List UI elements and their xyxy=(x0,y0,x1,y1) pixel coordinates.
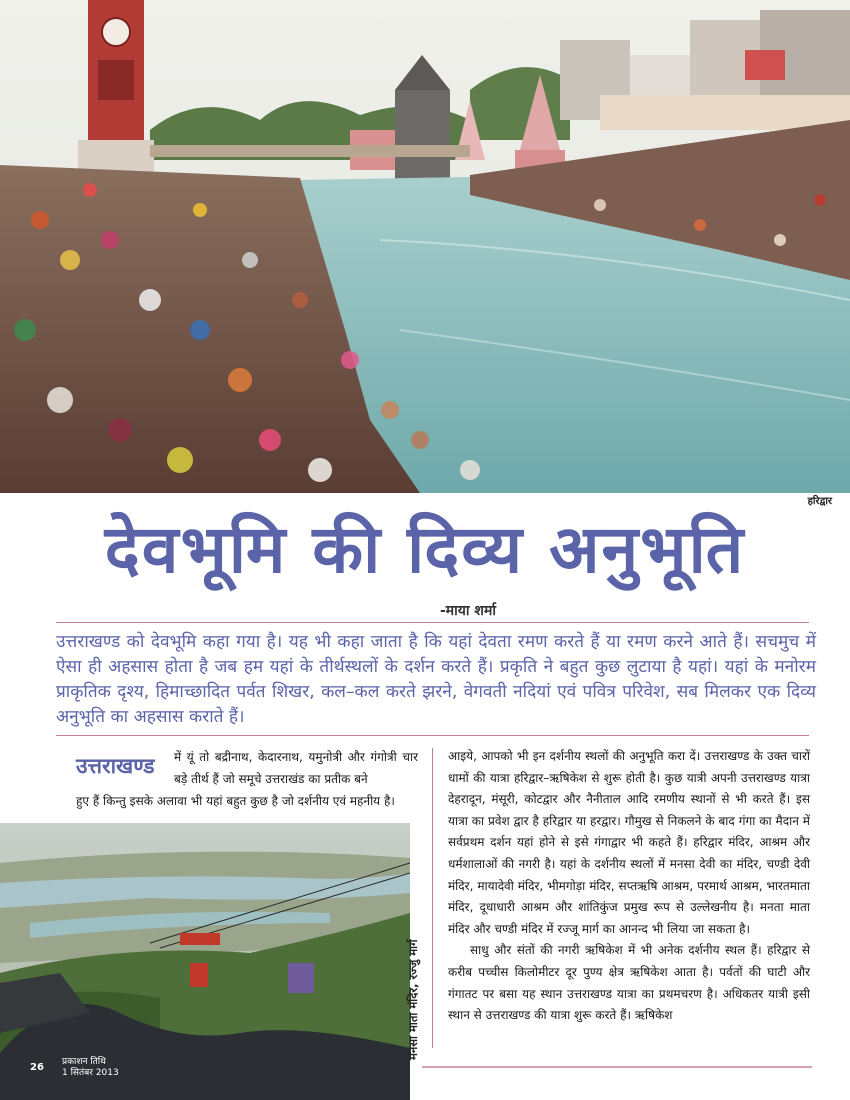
footer-rule xyxy=(422,1066,812,1068)
page-number: 26 xyxy=(30,1062,44,1073)
article-title: देवभूमि की दिव्य अनुभूति xyxy=(104,511,746,588)
intro-paragraph: उत्तराखण्ड को देवभूमि कहा गया है। यह भी कहा जाता है कि यहां देवता रमण करते हैं या रमण करने आते हैं। सचमुच में ऐसा ही अहसास होता है जब हम यहां के तीर्थस्थलों के दर्शन करते हैं। प्रकृति ने बहुत कुछ लुटाया है यहां। यहां के मनोरम प्राकृतिक दृश्य, हिमाच्छादित पर्वत शिखर, कल–कल करते झरने, वेगवती नदियां एवं पवित्र परिवेश, सब मिलकर एक दिव्य अनुभूति का अहसास कराते हैं। xyxy=(56,632,816,727)
right-paragraph-1: आइये, आपको भी इन दर्शनीय स्थलों की अनुभूति करा दें। उत्तराखण्ड के उक्त चारों धामों की यात्रा हरिद्वार–ऋषिकेश से शुरू होती है। कुछ यात्री अपनी उत्तराखण्ड यात्रा देहरादून, मंसूरी, कोटद्वार और नैनीताल आदि रमणीय स्थानों से भी करते हैं। इस यात्रा का प्रवेश द्वार है हरिद्वार या हरद्वार। गौमुख से निकलने के बाद गंगा का मैदान में सर्वप्रथम दर्शन यहां होने से इसे गंगाद्वार भी कहते हैं। हरिद्वार मंदिर, आश्रम और धर्मशालाओं की नगरी है। यहां के दर्शनीय स्थलों में मनसा देवी का मंदिर, चण्डी देवी मंदिर, मायादेवी मंदिर, भीमगोड़ा मंदिर, सप्तऋषि आश्रम, परमार्थ आश्रम, भारतमाता मंदिर, दूधाधारी आश्रम और शांतिकुंज प्रमुख रूप से उल्लेखनीय है। मनता माता मंदिर और चण्डी मंदिर में रज्जू मार्ग का आनन्द भी लिया जा सकता है। xyxy=(448,749,810,936)
divider-top xyxy=(56,622,809,623)
divider-mid xyxy=(56,735,809,736)
ropeway-photo-caption: मनसा माता मंदिर, रज्जु मार्ग xyxy=(406,939,420,1060)
right-column xyxy=(448,746,810,1027)
footer-publication xyxy=(62,1057,119,1079)
hero-photo-haridwar xyxy=(0,0,850,493)
article-author: -माया शर्मा xyxy=(440,603,496,619)
footer-magazine-name: प्रकाशन तिथि xyxy=(62,1057,106,1067)
column-divider xyxy=(432,748,433,1048)
lead-dropcap-word: उत्तराखण्ड xyxy=(76,754,155,778)
hero-caption: हरिद्वार xyxy=(807,496,832,507)
lead-paragraph-part2: हुए हैं किन्तु इसके अलावा भी यहां बहुत कुछ है जो दर्शनीय एवं महनीय है। xyxy=(76,794,395,808)
lead-paragraph-part1: में यूं तो बद्रीनाथ, केदारनाथ, यमुनोत्री और गंगोत्री चार बड़े तीर्थ हैं जो समूचे उत्तराखंड का प्रतीक बने xyxy=(174,750,418,786)
footer-date: 1 सितंबर 2013 xyxy=(62,1068,119,1078)
right-paragraph-2: साधु और संतों की नगरी ऋषिकेश में भी अनेक दर्शनीय स्थल हैं। हरिद्वार से करीब पच्चीस किलोमीटर दूर पुण्य क्षेत्र ऋषिकेश आता है। पर्वतों की घाटी और गंगातट पर बसा यह स्थान उत्तराखण्ड यात्रा का प्रथमचरण है। अधिकतर यात्री इसी स्थान से उत्तराखण्ड की यात्रा शुरू करते हैं। ऋषिकेश xyxy=(448,943,810,1023)
